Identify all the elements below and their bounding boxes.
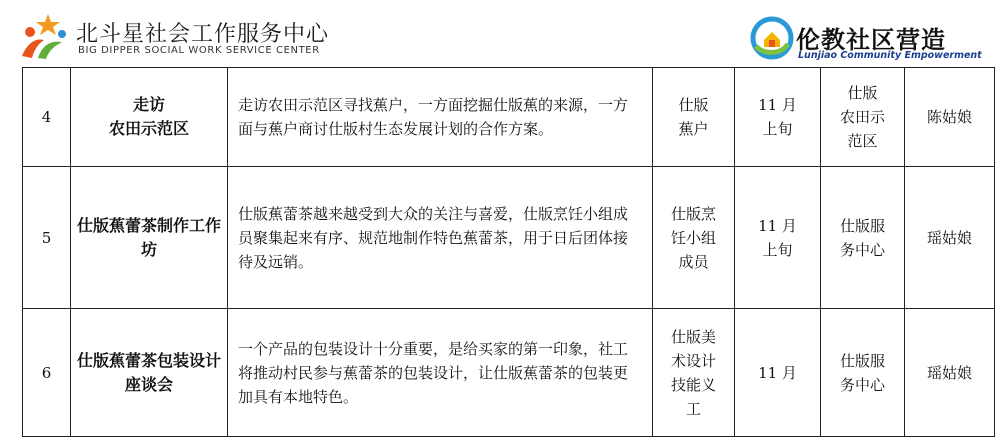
activity-name: 仕版蕉蕾茶制作工作坊 xyxy=(71,167,228,309)
activity-plan-table xyxy=(22,67,995,437)
participants: 仕版 蕉户 xyxy=(653,68,735,167)
row-number: 5 xyxy=(23,167,71,309)
row-number: 6 xyxy=(23,309,71,437)
page-header xyxy=(0,0,1000,66)
table-row xyxy=(23,309,995,437)
activity-location: 仕版 农田示 范区 xyxy=(821,68,905,167)
brand-name-en: Lunjiao Community Empowerment xyxy=(798,50,982,61)
org-name-en: BIG DIPPER SOCIAL WORK SERVICE CENTER xyxy=(78,45,320,56)
activity-content: 走访农田示范区寻找蕉户，一方面挖掘仕版蕉的来源，一方面与蕉户商讨仕版村生态发展计划的合作方案。 xyxy=(228,68,653,167)
org-name-cn: 北斗星社会工作服务中心 xyxy=(76,22,330,47)
brand-name-cn: 伦教社区营造 xyxy=(796,26,946,54)
activity-content: 仕版蕉蕾茶越来越受到大众的关注与喜爱，仕版烹饪小组成员聚集起来有序、规范地制作特色蕉蕾茶，用于日后团体接待及远销。 xyxy=(228,167,653,309)
table-row xyxy=(23,68,995,167)
participants: 仕版烹 饪小组 成员 xyxy=(653,167,735,309)
row-number: 4 xyxy=(23,68,71,167)
activity-name: 走访 农田示范区 xyxy=(71,68,228,167)
activity-time: 11 月 上旬 xyxy=(735,167,821,309)
person-in-charge: 瑶姑娘 xyxy=(905,309,995,437)
activity-name: 仕版蕉蕾茶包装设计座谈会 xyxy=(71,309,228,437)
activity-location: 仕版服 务中心 xyxy=(821,309,905,437)
participants: 仕版美 术设计 技能义 工 xyxy=(653,309,735,437)
activity-content: 一个产品的包装设计十分重要，是给买家的第一印象，社工将推动村民参与蕉蕾茶的包装设计，让仕版蕉蕾茶的包装更加具有本地特色。 xyxy=(228,309,653,437)
person-in-charge: 陈姑娘 xyxy=(905,68,995,167)
table-row xyxy=(23,167,995,309)
activity-time: 11 月 上旬 xyxy=(735,68,821,167)
person-in-charge: 瑶姑娘 xyxy=(905,167,995,309)
activity-time: 11 月 xyxy=(735,309,821,437)
big-dipper-logo-icon xyxy=(18,12,70,60)
activity-location: 仕版服 务中心 xyxy=(821,167,905,309)
community-logo-icon xyxy=(750,16,794,60)
